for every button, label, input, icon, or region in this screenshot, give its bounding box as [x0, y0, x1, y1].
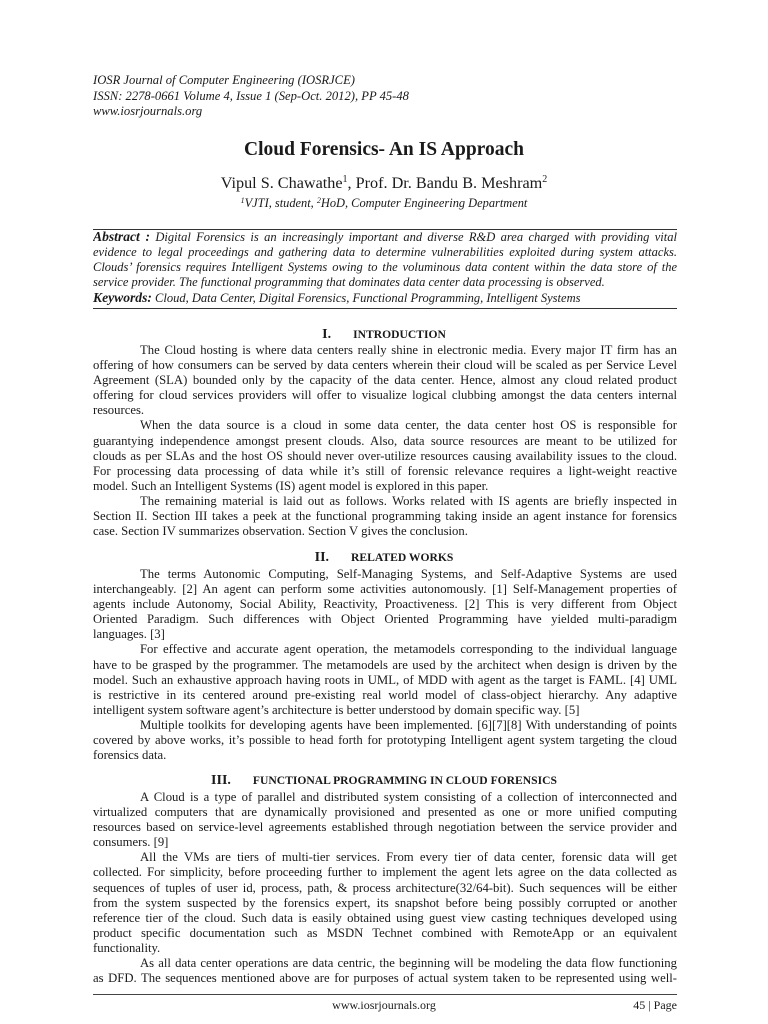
body-line: agents include Autonomy, Social Ability, Reactivity, Proactiveness. [2] This is very different from Object	[93, 597, 677, 612]
body-line: Section II. Section III takes a peek at the functional programming taking inside an agent instance for forensics	[93, 509, 677, 524]
journal-header	[93, 73, 409, 120]
body-line: model. Such an Intelligent Systems (IS) agent model is explored in this paper.	[93, 478, 489, 493]
paper-title: Cloud Forensics- An IS Approach	[244, 139, 524, 160]
author-1: Vipul S. Chawathe	[220, 174, 343, 192]
author-2-affil-mark: 2	[542, 174, 548, 185]
body-line: sequences of tuples of user id, process, path, & process architecture(32/64-bit). Such sequences will be either	[93, 880, 677, 895]
keywords-line	[93, 290, 677, 308]
journal-name: IOSR Journal of Computer Engineering (IOSRJCE)	[93, 73, 355, 87]
body-line: For processing data processing of data while it’s still of forensic relevance requires a light-weight reactive	[93, 463, 677, 478]
body-line: forensics data.	[93, 748, 167, 763]
body-line: resources based on service-level agreements established through negotiation between the service provider and	[93, 820, 677, 835]
abstract-line: Abstract : Digital Forensics is an increasingly important and diverse R&D area charged with providing vital	[93, 230, 677, 244]
body-line: as DFD. The sequences mentioned above are for purposes of actual system taken to be represented using well-	[93, 971, 677, 986]
section-body-functional-programming	[93, 790, 677, 986]
affil-mark-2: 2	[316, 196, 321, 205]
journal-issn: ISSN: 2278-0661 Volume 4, Issue 1 (Sep-Oct. 2012), PP 45-48	[93, 88, 409, 103]
affil-1: VJTI, student,	[244, 196, 317, 210]
body-line: The Cloud hosting is where data centers really shine in electronic media. Every major IT firm has an	[140, 343, 677, 357]
abstract-line: evidence to legal proceedings and gathering data to determine vulnerabilities exploited during system attacks.	[93, 244, 677, 259]
body-line: languages. [3]	[93, 627, 165, 642]
affil-2: HoD, Computer Engineering Department	[320, 196, 528, 210]
abstract-line: Clouds’ forensics requires Intelligent Systems owing to the voluminous data content within the data store of the	[93, 259, 677, 274]
paper-affiliations	[0, 196, 768, 211]
body-line: The terms Autonomic Computing, Self-Managing Systems, and Self-Adaptive Systems are used	[140, 567, 677, 581]
body-line: from the system suspected by the forensics expert, its snapshot before being possibly corrupted or another	[93, 895, 677, 910]
journal-website: www.iosrjournals.org	[93, 104, 203, 118]
paper-authors	[0, 174, 768, 193]
section-heading-introduction: I. INTRODUCTION	[322, 327, 446, 342]
footer-divider	[93, 994, 677, 995]
abstract-line: service provider. The functional programming that dominates data center data processing is observed.	[93, 274, 605, 289]
section-heading-related-works: II. RELATED WORKS	[314, 550, 454, 565]
keywords-label: Keywords:	[93, 289, 152, 305]
body-line: All the VMs are tiers of multi-tier services. From every tier of data center, forensic data will get	[140, 850, 677, 865]
body-line: virtualized computers that are dynamically provisioned and presented as one or more unified computing	[93, 805, 677, 820]
footer-page-number: 45 | Page	[633, 998, 677, 1012]
body-line: offering for cloud services providers will offer to visualize logical clubbing amongst the data centers internal	[93, 388, 677, 403]
body-line: product specific documentation such as MSDN Technet combined with RemoteApp or an equivalent	[93, 925, 677, 940]
section-body-related-works	[93, 567, 677, 763]
body-line: Agreement (SLA) bounded only by the capacity of the data center. Hence, almost any cloud related product	[93, 373, 677, 388]
body-line: intelligent system software agent’s architecture is better understood by domain specific way. [5]	[93, 702, 580, 717]
body-line: consumers. [9]	[93, 835, 169, 850]
footer-url: www.iosrjournals.org	[332, 998, 436, 1012]
body-line: is restrictive in its centered around pre-existing real world model of class-object hierarchy. Any adaptive	[93, 687, 677, 702]
body-line: have to be grasped by the programmer. The metamodels are used by the architect when design is driven by the	[93, 657, 677, 672]
abstract-label: Abstract :	[93, 230, 150, 244]
keywords-text: Cloud, Data Center, Digital Forensics, Functional Programming, Intelligent Systems	[151, 290, 581, 305]
body-line: As all data center operations are data centric, the beginning will be modeling the data flow functioning	[140, 956, 677, 971]
body-line: clouds as per SLAs and the host OS should never over-utilize resources causing availability issues to the cloud.	[93, 448, 677, 463]
body-line: A Cloud is a type of parallel and distributed system consisting of a collection of interconnected and	[140, 790, 677, 804]
body-line: case. Section IV summarizes observation. Section V gives the conclusion.	[93, 524, 468, 539]
body-line: For effective and accurate agent operation, the metamodels corresponding to the individual language	[140, 642, 677, 657]
body-line: guarantying independence amongst present clouds. Also, data source resources are meant to be utilized for	[93, 433, 677, 448]
body-line: Oriented Paradigm. Such differences with Object Oriented Programming have yielded multi-paradigm	[93, 612, 677, 627]
section-body-introduction	[93, 343, 677, 539]
author-1-affil-mark: 1	[342, 174, 348, 185]
affil-mark-1: 1	[240, 196, 245, 205]
body-line: functionality.	[93, 940, 161, 955]
body-line: Multiple toolkits for developing agents have been implemented. [6][7][8] With understanding of points	[140, 717, 677, 732]
abstract-block	[93, 229, 677, 309]
body-line: model. Such an exhaustive approach having roots in UML, of MDD with agent as the target is FAML. [4] UML	[93, 672, 677, 687]
author-2: , Prof. Dr. Bandu B. Meshram	[347, 174, 543, 192]
section-heading-functional-programming: III. FUNCTIONAL PROGRAMMING IN CLOUD FORENSICS	[211, 773, 557, 788]
body-line: covered by above works, it’s possible to head forth for prototyping Intelligent agent system targeting the cloud	[93, 733, 677, 748]
body-line: offering of how consumers can be served by data centers wherein their cloud will be scaled as per Service Level	[93, 358, 677, 373]
body-line: resources.	[93, 403, 145, 418]
body-line: reference tier of the cloud. Such data is easily obtained using guest view casting techniques developed using	[93, 910, 677, 925]
body-line: collected. For simplicity, before proceeding further to implement the agent lets agree on the data collected as	[93, 865, 677, 880]
body-line: When the data source is a cloud in some data center, the data center host OS is responsible for	[140, 418, 677, 433]
body-line: The remaining material is laid out as follows. Works related with IS agents are briefly inspected in	[140, 493, 677, 508]
body-line: interchangeably. [2] An agent can perform some activities autonomously. [1] Self-Management properties of	[93, 582, 677, 597]
